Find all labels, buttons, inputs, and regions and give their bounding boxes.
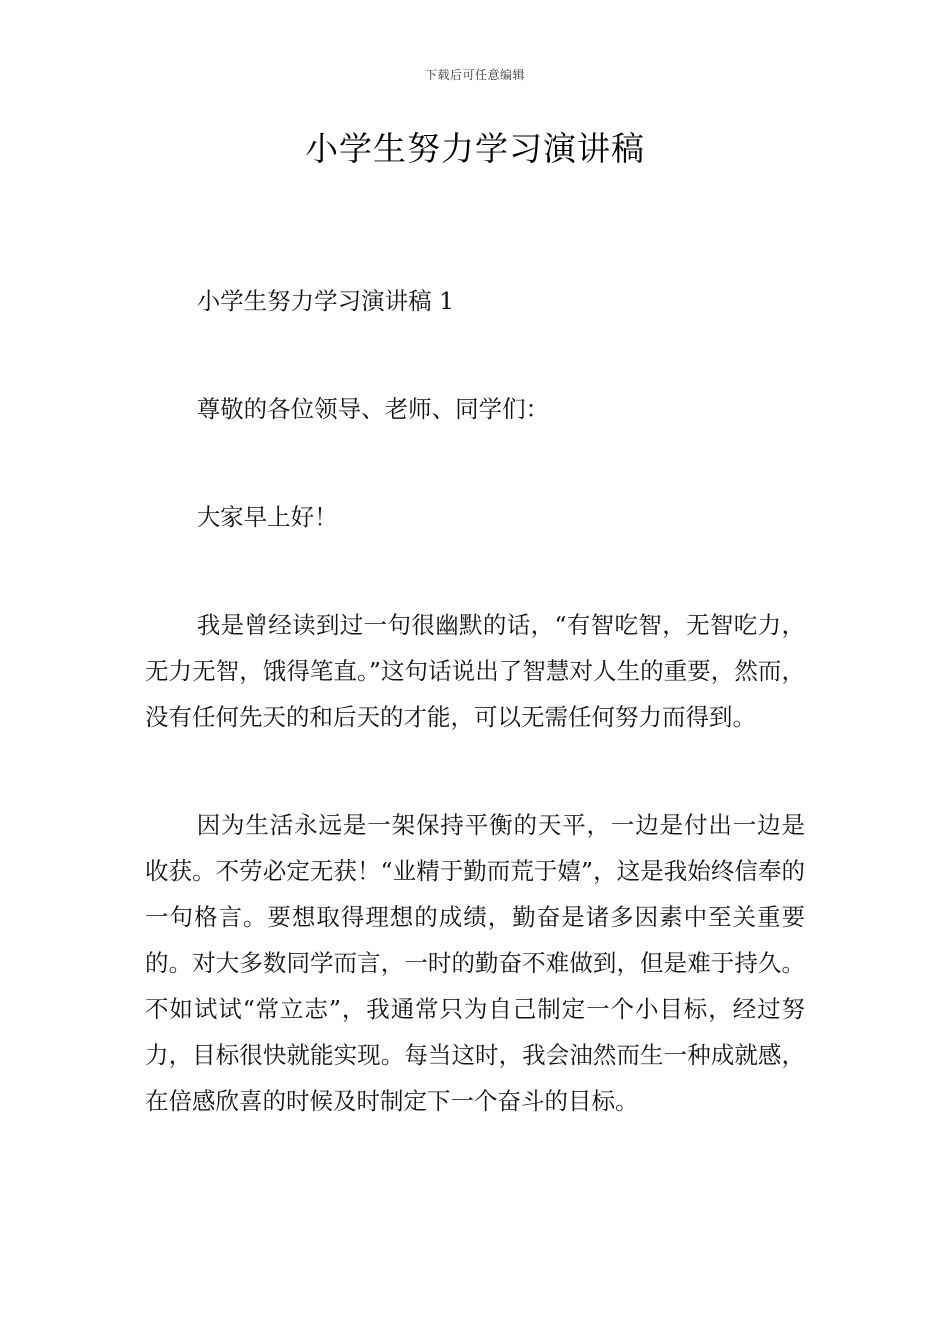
header-note: 下载后可任意编辑 — [424, 68, 525, 82]
document-body — [145, 278, 805, 1186]
section-heading: 小学生努力学习演讲稿 1 — [196, 287, 455, 315]
body-paragraph: 我是曾经读到过一句很幽默的话，“有智吃智，无智吃力，无力无智，饿得笔直。”这句话说出了智慧对人生的重要，然而，没有任何先天的和后天的才能，可以无需任何努力而得到。 — [145, 611, 805, 731]
greeting: 大家早上好！ — [196, 503, 338, 531]
body-paragraph: 因为生活永远是一架保持平衡的天平，一边是付出一边是收获。不劳必定无获！“业精于勤而荒于嬉”，这是我始终信奉的一句格言。要想取得理想的成绩，勤奋是诸多因素中至关重要的。对大多数同学而言，一时的勤奋不难做到，但是难于持久。不如试试“常立志”，我通常只为自己制定一个小目标，经过努力，目标很快就能实现。每当这时，我会油然而生一种成就感，在倍感欣喜的时候及时制定下一个奋斗的目标。 — [145, 811, 805, 1115]
document-title: 小学生努力学习演讲稿 — [305, 129, 645, 168]
salutation: 尊敬的各位领导、老师、同学们： — [196, 395, 550, 423]
